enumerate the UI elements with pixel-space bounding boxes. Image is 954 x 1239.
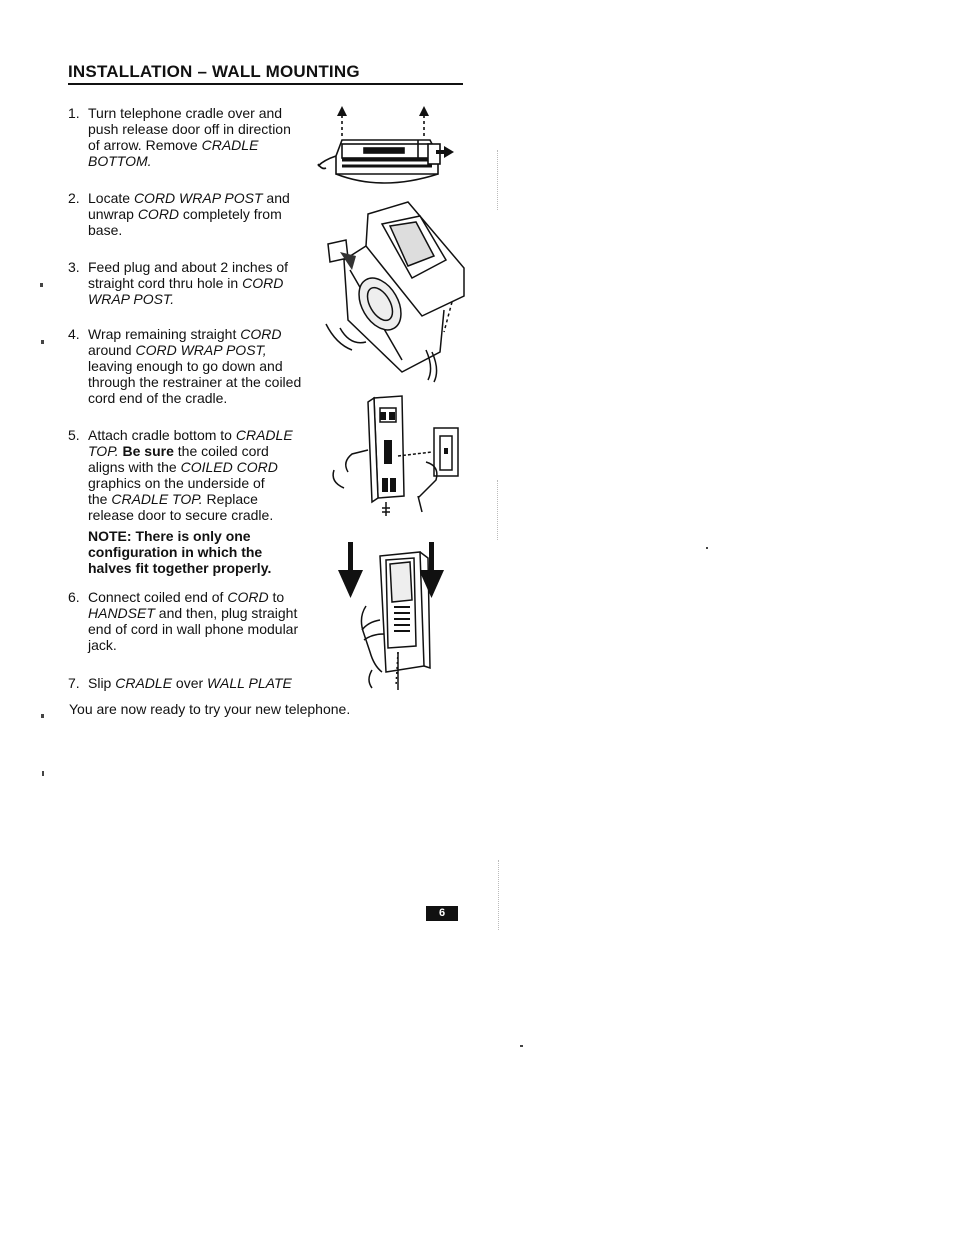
step-text-segment: base. [88,222,123,238]
step-text-segment: cord end of the cradle. [88,390,228,406]
step-text-segment: WRAP POST. [88,291,175,307]
step-text [88,190,290,238]
step-2 [68,190,290,238]
scan-speck [41,714,44,718]
step-line [88,153,291,169]
step-text [88,675,292,691]
step-line [88,507,293,523]
closing-sentence: You are now ready to try your new telephone. [69,701,351,717]
note-line: halves fit together properly. [88,560,272,576]
scan-speck [41,340,44,344]
step-number: 4. [68,326,80,342]
step-text-segment: end of cord in wall phone modular [88,621,299,637]
step-text-segment: and [262,190,290,206]
step-text-segment: to [268,589,285,605]
scan-speck [40,283,43,287]
step-text-segment: CRADLE TOP. [111,491,203,507]
step-line [88,291,288,307]
step-text-segment: over [172,675,208,691]
step-text-segment: unwrap [88,206,138,222]
fit-note [88,528,271,576]
note-line: configuration in which the [88,544,263,560]
step-text-segment: Replace [202,491,258,507]
step-line [88,491,293,507]
step-line [88,374,301,390]
step-line [88,190,290,206]
step-text-segment: Connect coiled end of [88,589,228,605]
scan-streak [497,150,498,210]
step-1 [68,105,291,169]
step-line [88,206,290,222]
step-text-segment: through the restrainer at the coiled [88,374,302,390]
step-text-segment: COILED CORD [180,459,278,475]
step-line [88,390,301,406]
step-text-segment: CORD WRAP POST [133,190,263,206]
step-text-segment: release door to secure cradle. [88,507,274,523]
step-line [88,475,293,491]
step-text-segment: CRADLE [201,137,259,153]
step-7 [68,675,292,691]
step-number: 7. [68,675,80,691]
step-number: 6. [68,589,80,605]
step-text-segment: CRADLE [115,675,173,691]
step-text-segment: CORD [137,206,180,222]
page-heading: INSTALLATION – WALL MOUNTING [68,62,360,81]
step-5 [68,427,293,523]
step-text-segment: around [88,342,136,358]
step-line [88,275,288,291]
step-6 [68,589,298,653]
step-text [88,105,291,169]
step-line [88,342,301,358]
step-text-segment: Be sure [122,443,174,459]
step-text-segment: WALL PLATE [207,675,292,691]
step-text-segment: TOP. [88,443,123,459]
step-line [88,637,298,653]
step-line [88,621,298,637]
step-text-segment: push release door off in direction [88,121,291,137]
step-text-segment: straight cord thru hole in [88,275,243,291]
step-text-segment: CORD [242,275,284,291]
step-line [88,443,293,459]
step-text-segment: Slip [88,675,116,691]
step-text-segment: BOTTOM. [88,153,152,169]
step-text-segment: leaving enough to go down and [88,358,283,374]
step-line [88,326,301,342]
step-text [88,259,288,307]
step-text-segment: Feed plug and about 2 inches of [88,259,289,275]
step-text-segment: aligns with the [88,459,181,475]
step-text-segment: completely from [179,206,282,222]
step-text-segment: CRADLE [235,427,293,443]
cradle-bottom-removal-illustration [312,100,472,192]
step-text-segment: graphics on the underside of [88,475,265,491]
step-text [88,589,298,653]
step-text-segment: Turn telephone cradle over and [88,105,283,121]
step-text-segment: Wrap remaining straight [88,326,241,342]
page-number-badge: 6 [426,906,458,921]
step-line [88,605,298,621]
step-line [88,137,291,153]
scan-speck [42,771,44,776]
step-line [88,459,293,475]
step-4 [68,326,301,406]
handset-placement-illustration [336,540,460,692]
step-line [88,259,288,275]
step-text-segment: Locate [88,190,134,206]
step-3 [68,259,288,307]
step-number: 5. [68,427,80,443]
wall-plate-illustration [322,392,462,524]
step-text-segment: CORD [240,326,282,342]
scan-speck [520,1045,523,1047]
scan-speck [706,547,708,549]
step-text-segment: of arrow. Remove [88,137,202,153]
step-text-segment: the coiled cord [173,443,269,459]
step-line [88,427,293,443]
step-text-segment: CORD WRAP POST, [135,342,267,358]
step-text-segment: the [88,491,112,507]
step-text-segment: and then, plug straight [154,605,298,621]
step-number: 1. [68,105,80,121]
step-number: 2. [68,190,80,206]
step-text-segment: jack. [88,637,117,653]
step-line [88,121,291,137]
step-text-segment: HANDSET [88,605,155,621]
step-line [88,105,291,121]
step-text [88,427,293,523]
scan-streak [498,860,499,930]
note-line: NOTE: There is only one [88,528,251,544]
step-text-segment: Attach cradle bottom to [88,427,236,443]
step-number: 3. [68,259,80,275]
scan-streak [497,480,498,540]
step-line [88,675,292,691]
step-text [88,326,301,406]
step-line [88,358,301,374]
cord-wrap-post-illustration [316,200,468,386]
heading-underline [68,83,463,85]
step-line [88,589,298,605]
step-line [88,222,290,238]
step-text-segment: CORD [227,589,269,605]
